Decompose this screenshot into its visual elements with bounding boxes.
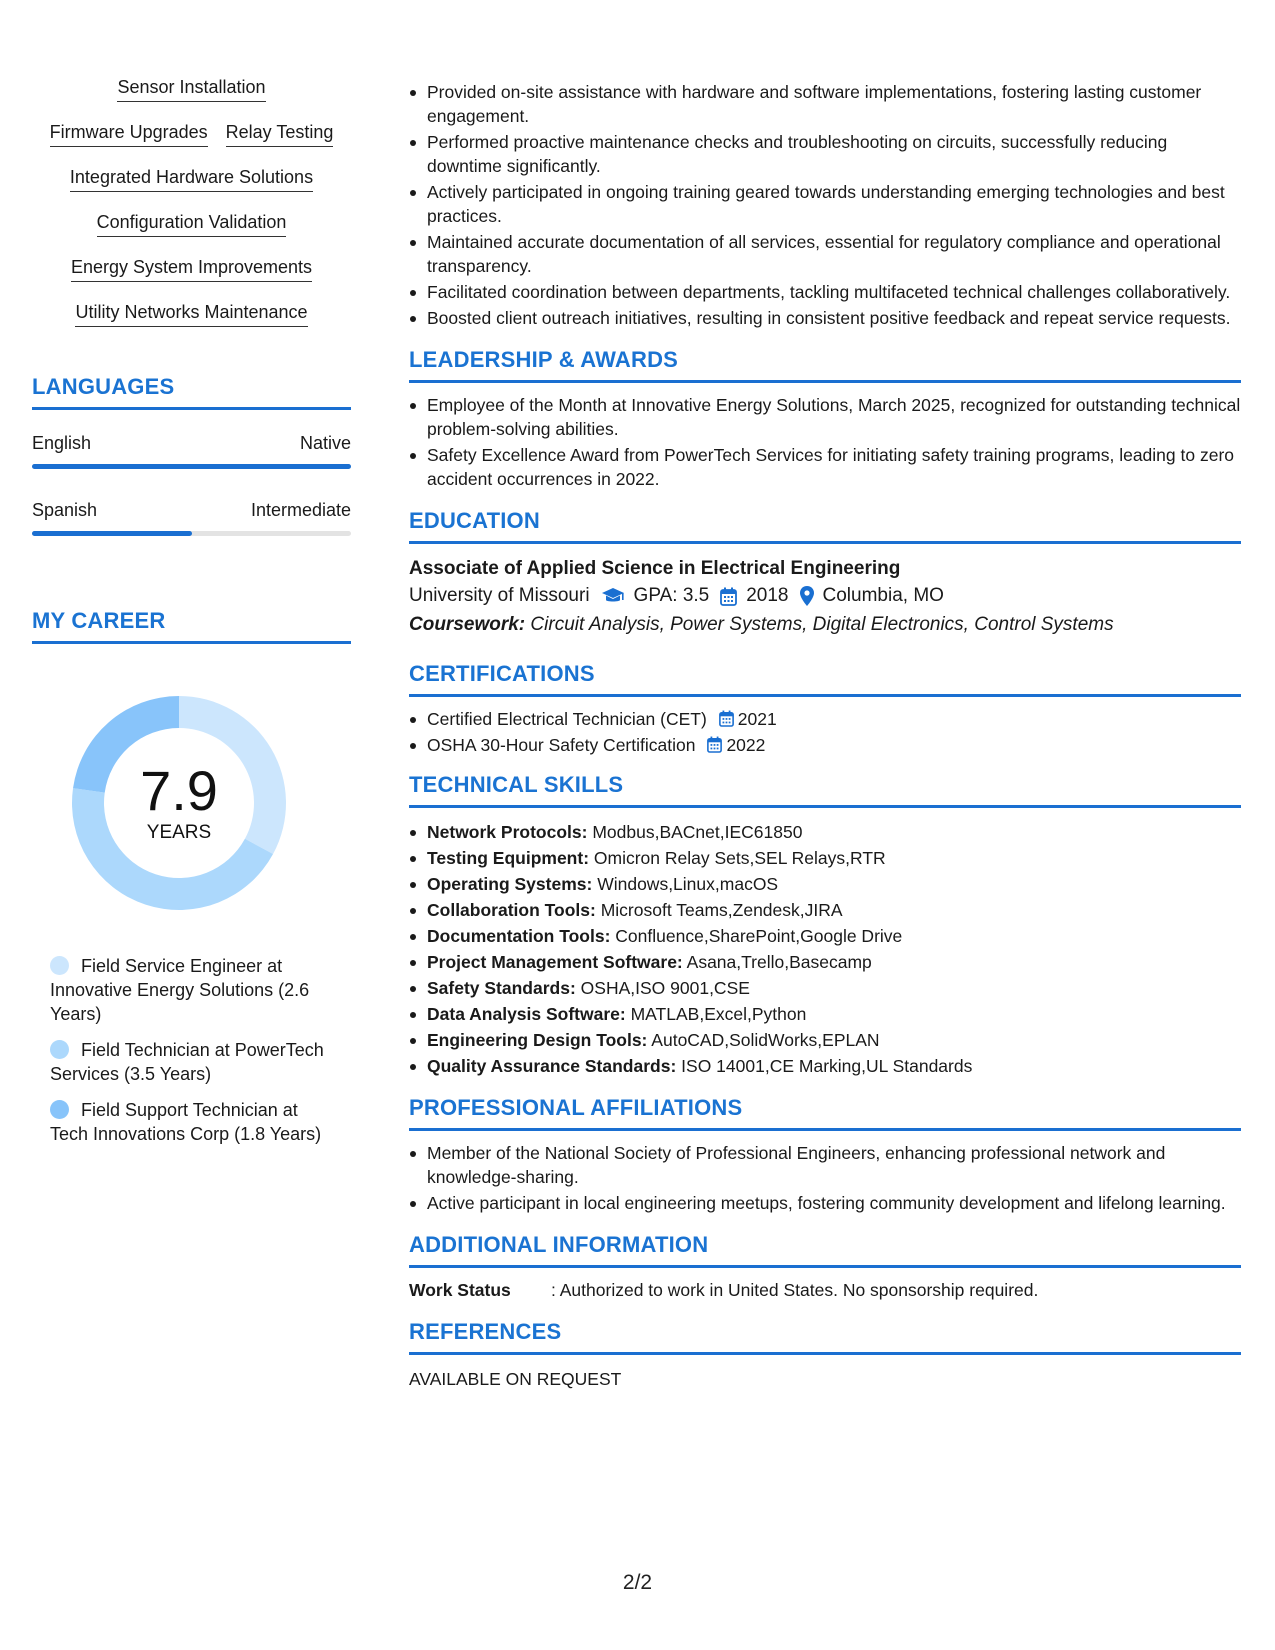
languages-heading: LANGUAGES — [32, 373, 351, 410]
legend-dot — [50, 1100, 69, 1119]
education-year: 2018 — [746, 585, 789, 606]
career-years-value: 7.9 — [140, 759, 218, 822]
career-years-label: YEARS — [146, 822, 212, 843]
calendar-icon — [719, 710, 734, 727]
language-bar-fill — [32, 531, 192, 536]
right-column — [409, 80, 1241, 1391]
education-school: University of Missouri — [409, 585, 590, 606]
references-heading: REFERENCES — [409, 1318, 1241, 1355]
experience-bullets — [409, 80, 1241, 330]
language-item — [32, 499, 351, 536]
skill-row — [32, 301, 351, 327]
languages-section — [32, 373, 351, 536]
skill-category: Quality Assurance Standards: — [427, 1056, 677, 1076]
skill-values: Confluence,SharePoint,Google Drive — [615, 926, 903, 946]
language-bar-fill — [32, 464, 351, 469]
career-role-label: Field Service Engineer at Innovative Energy Solutions (2.6 Years) — [50, 956, 310, 1024]
skill-row — [32, 211, 351, 237]
affiliations-heading: PROFESSIONAL AFFILIATIONS — [409, 1094, 1241, 1131]
language-name: Spanish — [32, 500, 98, 520]
skill-values: Asana,Trello,Basecamp — [686, 952, 872, 972]
additional-info-section — [409, 1231, 1241, 1302]
experience-bullet: Maintained accurate documentation of all services, essential for regulatory compliance and operational transparency. — [409, 230, 1241, 278]
certification-name: Certified Electrical Technician (CET) — [427, 709, 707, 729]
career-legend — [50, 954, 330, 1146]
affiliation-item: Member of the National Society of Professional Engineers, enhancing professional network and knowledge-sharing. — [409, 1141, 1241, 1189]
skill-tag: Relay Testing — [226, 121, 334, 147]
language-item — [32, 432, 351, 469]
career-role-label: Field Support Technician at Tech Innovations Corp (1.8 Years) — [50, 1100, 322, 1144]
education-degree: Associate of Applied Science in Electrical Engineering — [409, 558, 901, 579]
technical-skill-item — [409, 872, 1241, 896]
certifications-list — [409, 707, 1241, 757]
skill-tag: Firmware Upgrades — [50, 121, 208, 147]
affiliations-section — [409, 1094, 1241, 1215]
technical-skill-item — [409, 1054, 1241, 1078]
certification-year: 2021 — [737, 709, 777, 729]
language-name: English — [32, 433, 92, 453]
skill-values: ISO 14001,CE Marking,UL Standards — [681, 1056, 973, 1076]
technical-skill-item — [409, 1028, 1241, 1052]
skill-row — [32, 256, 351, 282]
career-section — [32, 607, 351, 1146]
language-level: Native — [299, 433, 351, 453]
experience-bullet: Provided on-site assistance with hardware and software implementations, fostering lasting customer engagement. — [409, 80, 1241, 128]
work-status-value: : Authorized to work in United States. No sponsorship required. — [551, 1280, 1039, 1300]
skill-tag: Configuration Validation — [97, 211, 287, 237]
education-section — [409, 507, 1241, 640]
technical-skills-list — [409, 820, 1241, 1078]
technical-skill-item — [409, 976, 1241, 1000]
skill-row — [32, 121, 351, 147]
skill-values: MATLAB,Excel,Python — [630, 1004, 807, 1024]
skill-values: Microsoft Teams,Zendesk,JIRA — [600, 900, 843, 920]
technical-skill-item — [409, 1002, 1241, 1026]
technical-skills-heading: TECHNICAL SKILLS — [409, 771, 1241, 808]
experience-bullet: Facilitated coordination between departments, tackling multifaceted technical challenges collaboratively. — [409, 280, 1241, 304]
legend-dot — [50, 1040, 69, 1059]
graduation-cap-icon — [601, 587, 625, 605]
technical-skills-section — [409, 771, 1241, 1078]
affiliations-list — [409, 1141, 1241, 1215]
skill-values: OSHA,ISO 9001,CSE — [580, 978, 750, 998]
career-role-label: Field Technician at PowerTech Services (3.5 Years) — [50, 1040, 324, 1084]
skill-category: Documentation Tools: — [427, 926, 611, 946]
coursework-label: Coursework: — [409, 614, 526, 635]
skill-category: Safety Standards: — [427, 978, 576, 998]
language-bar — [32, 531, 351, 536]
leadership-item: Employee of the Month at Innovative Energy Solutions, March 2025, recognized for outstanding technical problem-solving abilities. — [409, 393, 1241, 441]
certifications-section — [409, 660, 1241, 757]
leadership-list — [409, 393, 1241, 491]
education-location: Columbia, MO — [822, 585, 944, 606]
skill-category: Data Analysis Software: — [427, 1004, 626, 1024]
page-number: 2/2 — [622, 1571, 653, 1594]
skill-tag: Integrated Hardware Solutions — [70, 166, 313, 192]
skill-values: AutoCAD,SolidWorks,EPLAN — [651, 1030, 880, 1050]
leadership-section — [409, 346, 1241, 491]
education-gpa: GPA: 3.5 — [633, 585, 710, 606]
career-legend-item — [50, 1098, 330, 1146]
skill-category: Operating Systems: — [427, 874, 593, 894]
skill-values: Modbus,BACnet,IEC61850 — [592, 822, 803, 842]
skill-row — [32, 166, 351, 192]
technical-skill-item — [409, 924, 1241, 948]
language-bar — [32, 464, 351, 469]
work-status-label: Work Status — [409, 1280, 511, 1300]
references-section — [409, 1318, 1241, 1391]
certification-year: 2022 — [726, 735, 766, 755]
technical-skill-item — [409, 846, 1241, 870]
location-pin-icon — [800, 586, 814, 606]
experience-bullet: Boosted client outreach initiatives, resulting in consistent positive feedback and repeat service requests. — [409, 306, 1241, 330]
legend-dot — [50, 956, 69, 975]
experience-bullet: Actively participated in ongoing training geared towards understanding emerging technologies and best practices. — [409, 180, 1241, 228]
skill-category: Collaboration Tools: — [427, 900, 596, 920]
references-text: AVAILABLE ON REQUEST — [409, 1369, 622, 1389]
skill-category: Testing Equipment: — [427, 848, 590, 868]
work-status-row — [409, 1278, 1241, 1302]
education-coursework — [409, 610, 1241, 640]
career-heading: MY CAREER — [32, 607, 351, 644]
experience-bullet: Performed proactive maintenance checks and troubleshooting on circuits, successfully reducing downtime significantly. — [409, 130, 1241, 178]
left-column — [32, 76, 351, 1158]
technical-skill-item — [409, 898, 1241, 922]
skills-cloud — [32, 76, 351, 327]
leadership-heading: LEADERSHIP & AWARDS — [409, 346, 1241, 383]
certification-item — [409, 733, 1241, 757]
skill-row — [32, 76, 351, 102]
additional-info-heading: ADDITIONAL INFORMATION — [409, 1231, 1241, 1268]
skill-tag: Utility Networks Maintenance — [75, 301, 307, 327]
skill-values: Windows,Linux,macOS — [597, 874, 779, 894]
affiliation-item: Active participant in local engineering meetups, fostering community development and lifelong learning. — [409, 1191, 1241, 1215]
certification-item — [409, 707, 1241, 731]
calendar-icon — [707, 736, 722, 753]
skill-category: Project Management Software: — [427, 952, 683, 972]
career-legend-item — [50, 954, 330, 1026]
language-level: Intermediate — [250, 500, 351, 520]
career-legend-item — [50, 1038, 330, 1086]
education-heading: EDUCATION — [409, 507, 1241, 544]
career-donut — [64, 688, 294, 918]
certifications-heading: CERTIFICATIONS — [409, 660, 1241, 697]
skill-category: Engineering Design Tools: — [427, 1030, 648, 1050]
education-details — [409, 582, 1241, 610]
certification-name: OSHA 30-Hour Safety Certification — [427, 735, 696, 755]
technical-skill-item — [409, 950, 1241, 974]
technical-skill-item — [409, 820, 1241, 844]
calendar-icon — [720, 587, 737, 606]
skill-tag: Sensor Installation — [117, 76, 265, 102]
skill-tag: Energy System Improvements — [71, 256, 312, 282]
coursework-list: Circuit Analysis, Power Systems, Digital Electronics, Control Systems — [530, 614, 1114, 635]
skill-values: Omicron Relay Sets,SEL Relays,RTR — [593, 848, 886, 868]
leadership-item: Safety Excellence Award from PowerTech Services for initiating safety training programs, leading to zero accident occurrences in 2022. — [409, 443, 1241, 491]
skill-category: Network Protocols: — [427, 822, 588, 842]
